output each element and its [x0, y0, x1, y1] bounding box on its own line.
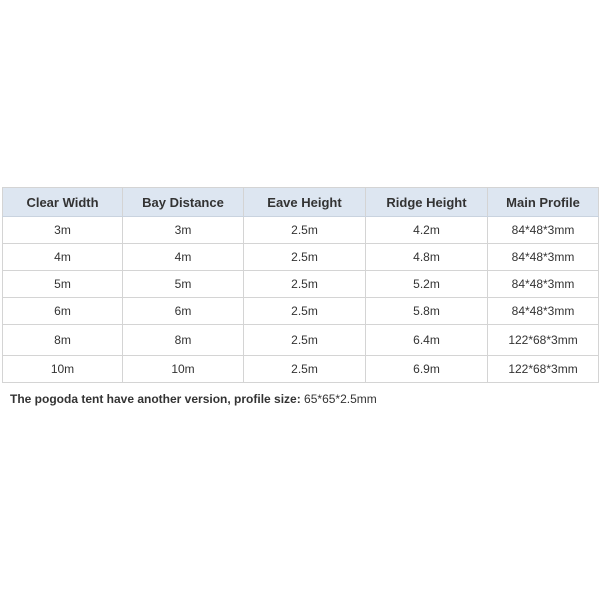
- header-eave-height: Eave Height: [244, 188, 366, 217]
- cell-main-profile: 84*48*3mm: [488, 298, 599, 325]
- note-prefix: The pogoda tent have another version, profile size:: [10, 392, 301, 406]
- cell-ridge-height: 5.8m: [366, 298, 488, 325]
- cell-ridge-height: 5.2m: [366, 271, 488, 298]
- profile-version-note: [10, 392, 377, 406]
- table-row: [3, 325, 599, 356]
- cell-bay-distance: 10m: [123, 356, 244, 383]
- cell-main-profile: 84*48*3mm: [488, 271, 599, 298]
- table-row: [3, 217, 599, 244]
- header-main-profile: Main Profile: [488, 188, 599, 217]
- cell-bay-distance: 3m: [123, 217, 244, 244]
- cell-eave-height: 2.5m: [244, 356, 366, 383]
- cell-clear-width: 8m: [3, 325, 123, 356]
- note-profile-size: 65*65*2.5mm: [300, 392, 377, 406]
- cell-clear-width: 10m: [3, 356, 123, 383]
- cell-bay-distance: 5m: [123, 271, 244, 298]
- header-ridge-height: Ridge Height: [366, 188, 488, 217]
- cell-bay-distance: 4m: [123, 244, 244, 271]
- cell-bay-distance: 8m: [123, 325, 244, 356]
- cell-clear-width: 6m: [3, 298, 123, 325]
- cell-ridge-height: 6.9m: [366, 356, 488, 383]
- cell-main-profile: 84*48*3mm: [488, 244, 599, 271]
- table-row: [3, 271, 599, 298]
- cell-ridge-height: 6.4m: [366, 325, 488, 356]
- cell-ridge-height: 4.2m: [366, 217, 488, 244]
- table-row: [3, 356, 599, 383]
- cell-eave-height: 2.5m: [244, 271, 366, 298]
- cell-eave-height: 2.5m: [244, 244, 366, 271]
- cell-main-profile: 84*48*3mm: [488, 217, 599, 244]
- cell-clear-width: 3m: [3, 217, 123, 244]
- cell-clear-width: 5m: [3, 271, 123, 298]
- table-header-row: [3, 188, 599, 217]
- cell-eave-height: 2.5m: [244, 217, 366, 244]
- table-row: [3, 298, 599, 325]
- cell-main-profile: 122*68*3mm: [488, 356, 599, 383]
- cell-eave-height: 2.5m: [244, 298, 366, 325]
- cell-ridge-height: 4.8m: [366, 244, 488, 271]
- specification-table: [2, 187, 599, 383]
- cell-bay-distance: 6m: [123, 298, 244, 325]
- table-row: [3, 244, 599, 271]
- cell-clear-width: 4m: [3, 244, 123, 271]
- cell-main-profile: 122*68*3mm: [488, 325, 599, 356]
- cell-eave-height: 2.5m: [244, 325, 366, 356]
- header-clear-width: Clear Width: [3, 188, 123, 217]
- header-bay-distance: Bay Distance: [123, 188, 244, 217]
